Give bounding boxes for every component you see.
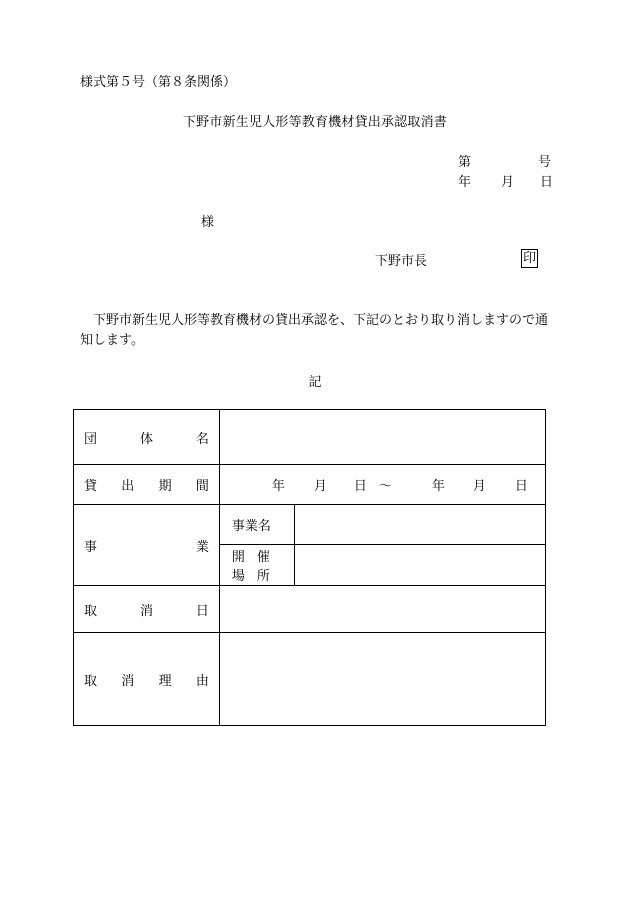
period-start-month: 月 [313,479,327,494]
ki-heading: 記 [308,375,322,390]
loan-period-field[interactable] [219,465,545,505]
cancellation-form-table [73,409,546,726]
label-char: 名 [195,431,209,447]
label-char: 出 [121,479,135,494]
label-project-name: 事業名 [219,505,294,545]
label-project [74,505,220,586]
cancel-date-field[interactable] [219,586,545,633]
row-loan-period [74,465,546,505]
row-cancel-date [74,586,546,633]
period-end-month: 月 [472,479,486,494]
label-char: 日 [195,603,209,619]
label-char: 消 [139,603,153,619]
project-name-field[interactable] [294,505,545,545]
period-tilde: 〜 [378,479,392,494]
group-name-field[interactable] [219,410,545,465]
row-cancel-reason [74,633,546,726]
label-char: 団 [84,431,98,447]
label-char: 貸 [84,479,98,494]
row-group-name [74,410,546,465]
label-char: 業 [195,539,209,555]
label-char: 催 [256,550,270,565]
number-prefix: 第 [458,155,472,170]
issuer-mayor: 下野市長 [375,254,428,269]
label-char: 由 [195,673,209,689]
document-title: 下野市新生児人形等教育機材貸出承認取消書 [182,115,447,130]
form-number: 様式第５号（第８条関係） [80,75,237,90]
label-char: 間 [195,479,209,494]
label-loan-period [74,465,220,505]
label-venue [219,545,294,586]
label-char: 場 [231,569,245,584]
notice-body: 下野市新生児人形等教育機材の貸出承認を、下記のとおり取り消しますので通知します。 [80,313,549,348]
label-char: 期 [158,479,172,494]
row-project-name [74,505,546,545]
label-char: 理 [158,673,172,689]
recipient-honorific: 様 [201,215,215,230]
date-year: 年 [458,175,472,190]
label-char: 事 [84,539,98,555]
period-end-year: 年 [431,479,445,494]
label-group-name [74,410,220,465]
period-start-year: 年 [271,479,285,494]
number-suffix: 号 [538,155,552,170]
cancel-reason-field[interactable] [219,633,545,726]
label-char: 取 [84,603,98,619]
label-char: 取 [84,673,98,689]
period-end-day: 日 [514,479,528,494]
label-char: 体 [139,431,153,447]
label-cancel-reason [74,633,220,726]
date-month: 月 [501,175,515,190]
label-char: 消 [121,673,135,689]
period-start-day: 日 [353,479,367,494]
label-char: 開 [231,550,245,565]
seal-stamp: 印 [523,251,537,266]
label-char: 所 [256,569,270,584]
date-day: 日 [540,175,554,190]
venue-field[interactable] [294,545,545,586]
label-cancel-date [74,586,220,633]
